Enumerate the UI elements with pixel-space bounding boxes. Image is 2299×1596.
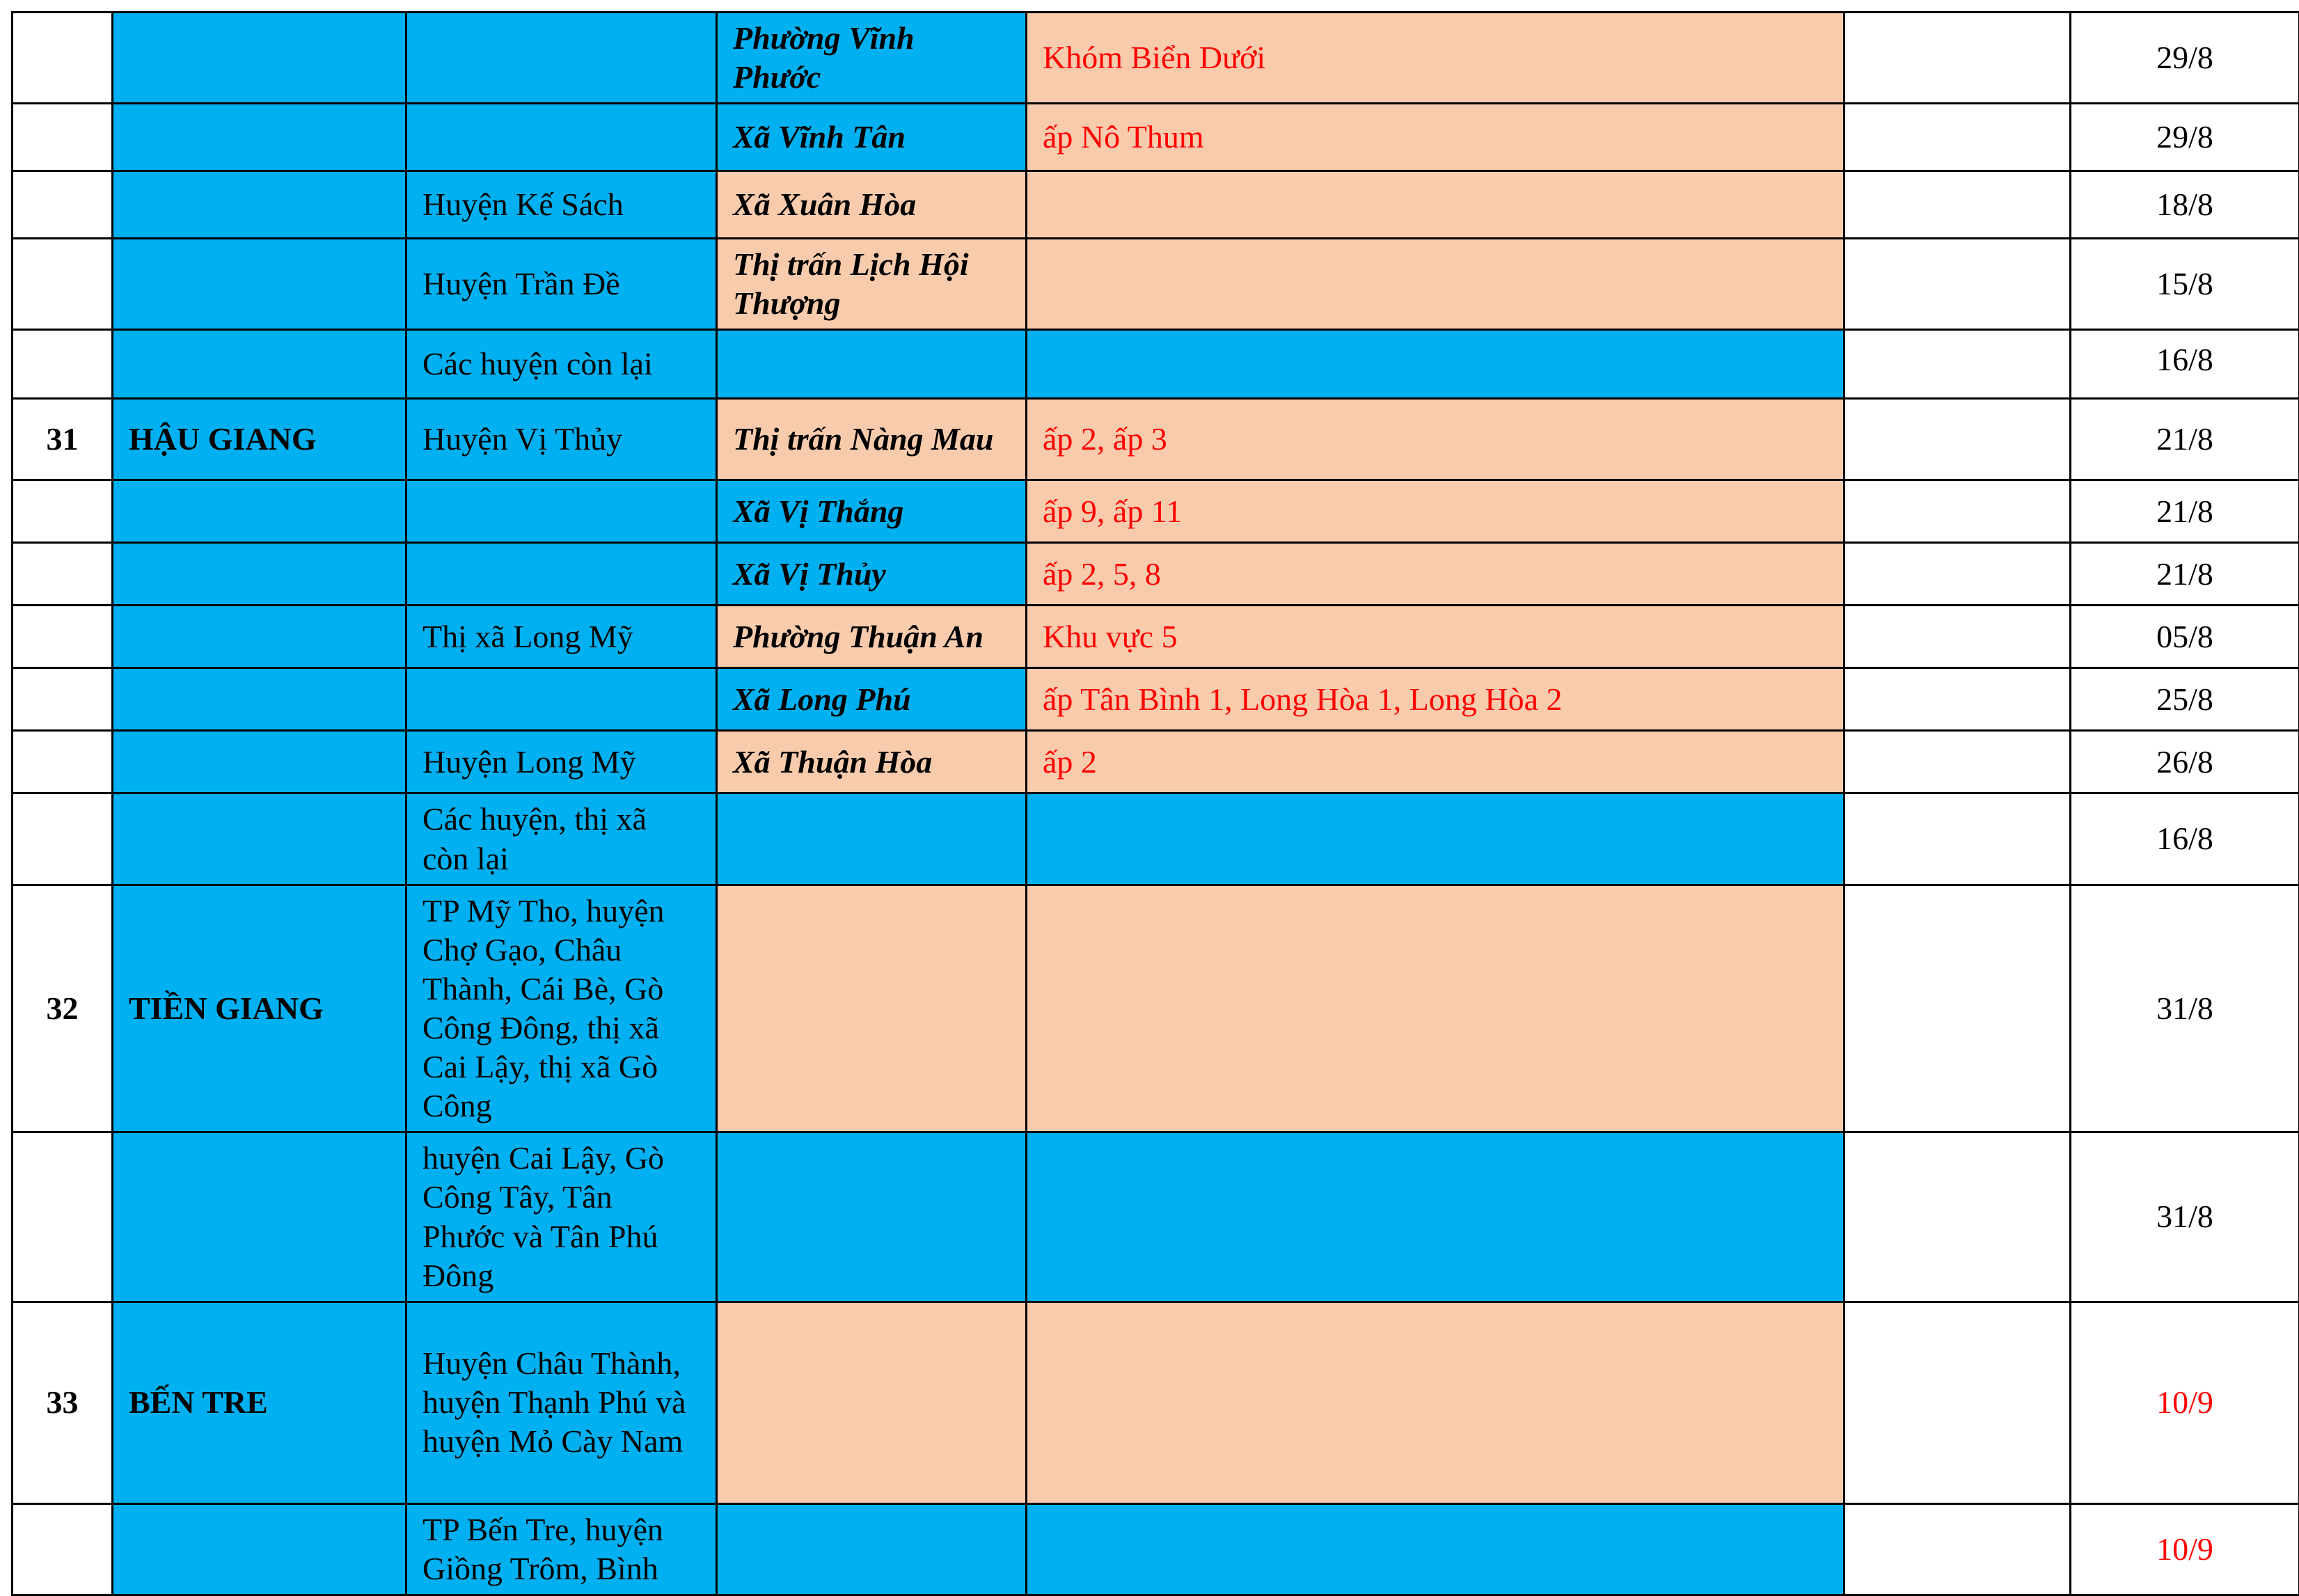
date-cell: 05/8 — [2071, 606, 2299, 668]
note-cell — [1844, 480, 2071, 543]
district-cell: TP Mỹ Tho, huyện Chợ Gạo, Châu Thành, Cái Bè, Gò Công Đông, thị xã Cai Lậy, thị xã Gò Công — [406, 885, 717, 1132]
note-cell — [1844, 104, 2071, 171]
date-cell: 15/8 — [2071, 239, 2299, 330]
province-cell — [113, 731, 406, 793]
date-cell: 21/8 — [2071, 480, 2299, 543]
ward-cell: Xã Xuân Hòa — [717, 171, 1027, 239]
table-row — [13, 1302, 2299, 1503]
table-row — [13, 668, 2299, 731]
table-row — [13, 1503, 2299, 1595]
hamlet-cell: ấp 2, 5, 8 — [1027, 543, 1844, 606]
table-row — [13, 13, 2299, 104]
district-cell — [406, 480, 717, 543]
hamlet-cell — [1027, 330, 1844, 399]
note-cell — [1844, 731, 2071, 793]
ward-cell: Xã Vĩnh Tân — [717, 104, 1027, 171]
ward-cell: Thị trấn Nàng Mau — [717, 399, 1027, 480]
stt-cell — [13, 606, 113, 668]
ward-cell — [717, 330, 1027, 399]
district-cell: Các huyện, thị xã còn lại — [406, 793, 717, 885]
date-cell: 10/9 — [2071, 1503, 2299, 1595]
hamlet-cell — [1027, 171, 1844, 239]
table-row — [13, 104, 2299, 171]
hamlet-cell: ấp Tân Bình 1, Long Hòa 1, Long Hòa 2 — [1027, 668, 1844, 731]
note-cell — [1844, 239, 2071, 330]
province-cell: BẾN TRE — [113, 1302, 406, 1503]
date-cell: 18/8 — [2071, 171, 2299, 239]
table-row — [13, 399, 2299, 480]
hamlet-cell: ấp 9, ấp 11 — [1027, 480, 1844, 543]
date-cell: 21/8 — [2071, 543, 2299, 606]
province-cell: HẬU GIANG — [113, 399, 406, 480]
schedule-table — [11, 11, 2299, 1596]
note-cell — [1844, 1503, 2071, 1595]
district-cell: Huyện Long Mỹ — [406, 731, 717, 793]
note-cell — [1844, 13, 2071, 104]
hamlet-cell — [1027, 1503, 1844, 1595]
table-row — [13, 731, 2299, 793]
date-cell: 29/8 — [2071, 13, 2299, 104]
hamlet-cell: ấp 2, ấp 3 — [1027, 399, 1844, 480]
stt-cell — [13, 1132, 113, 1302]
district-cell — [406, 668, 717, 731]
stt-cell — [13, 330, 113, 399]
hamlet-cell: ấp 2 — [1027, 731, 1844, 793]
note-cell — [1844, 543, 2071, 606]
ward-cell — [717, 793, 1027, 885]
province-cell: TIỀN GIANG — [113, 885, 406, 1132]
table-row — [13, 793, 2299, 885]
note-cell — [1844, 1302, 2071, 1503]
province-cell — [113, 793, 406, 885]
district-cell — [406, 13, 717, 104]
stt-cell — [13, 239, 113, 330]
hamlet-cell — [1027, 1302, 1844, 1503]
district-cell: huyện Cai Lậy, Gò Công Tây, Tân Phước và Tân Phú Đông — [406, 1132, 717, 1302]
district-cell: Huyện Kế Sách — [406, 171, 717, 239]
province-cell — [113, 330, 406, 399]
province-cell — [113, 239, 406, 330]
stt-cell: 33 — [13, 1302, 113, 1503]
note-cell — [1844, 399, 2071, 480]
province-cell — [113, 171, 406, 239]
district-cell: Huyện Vị Thủy — [406, 399, 717, 480]
stt-cell — [13, 171, 113, 239]
district-cell: Các huyện còn lại — [406, 330, 717, 399]
note-cell — [1844, 330, 2071, 399]
table-row — [13, 330, 2299, 399]
stt-cell — [13, 480, 113, 543]
table-row — [13, 606, 2299, 668]
ward-cell: Xã Long Phú — [717, 668, 1027, 731]
hamlet-cell: Khóm Biển Dưới — [1027, 13, 1844, 104]
ward-cell — [717, 1503, 1027, 1595]
ward-cell — [717, 1132, 1027, 1302]
note-cell — [1844, 1132, 2071, 1302]
note-cell — [1844, 793, 2071, 885]
ward-cell: Xã Thuận Hòa — [717, 731, 1027, 793]
district-cell: TP Bến Tre, huyện Giồng Trôm, Bình — [406, 1503, 717, 1595]
date-cell: 26/8 — [2071, 731, 2299, 793]
ward-cell: Phường Vĩnh Phước — [717, 13, 1027, 104]
hamlet-cell — [1027, 793, 1844, 885]
district-cell: Huyện Trần Đề — [406, 239, 717, 330]
note-cell — [1844, 606, 2071, 668]
hamlet-cell — [1027, 1132, 1844, 1302]
hamlet-cell — [1027, 239, 1844, 330]
date-cell: 31/8 — [2071, 1132, 2299, 1302]
hamlet-cell — [1027, 885, 1844, 1132]
stt-cell: 32 — [13, 885, 113, 1132]
table-row — [13, 885, 2299, 1132]
district-cell — [406, 543, 717, 606]
stt-cell — [13, 13, 113, 104]
table-row — [13, 480, 2299, 543]
hamlet-cell: Khu vực 5 — [1027, 606, 1844, 668]
date-cell: 10/9 — [2071, 1302, 2299, 1503]
province-cell — [113, 543, 406, 606]
date-cell: 21/8 — [2071, 399, 2299, 480]
table-row — [13, 239, 2299, 330]
date-cell: 25/8 — [2071, 668, 2299, 731]
district-cell: Huyện Châu Thành, huyện Thạnh Phú và huyện Mỏ Cày Nam — [406, 1302, 717, 1503]
stt-cell — [13, 731, 113, 793]
district-cell — [406, 104, 717, 171]
ward-cell: Xã Vị Thắng — [717, 480, 1027, 543]
note-cell — [1844, 668, 2071, 731]
province-cell — [113, 104, 406, 171]
stt-cell — [13, 1503, 113, 1595]
hamlet-cell: ấp Nô Thum — [1027, 104, 1844, 171]
province-cell — [113, 480, 406, 543]
province-cell — [113, 1503, 406, 1595]
province-cell — [113, 668, 406, 731]
note-cell — [1844, 885, 2071, 1132]
stt-cell — [13, 793, 113, 885]
province-cell — [113, 1132, 406, 1302]
date-cell: 29/8 — [2071, 104, 2299, 171]
ward-cell — [717, 885, 1027, 1132]
date-cell: 16/8 — [2071, 793, 2299, 885]
stt-cell: 31 — [13, 399, 113, 480]
ward-cell — [717, 1302, 1027, 1503]
stt-cell — [13, 543, 113, 606]
province-cell — [113, 606, 406, 668]
district-cell: Thị xã Long Mỹ — [406, 606, 717, 668]
ward-cell: Xã Vị Thủy — [717, 543, 1027, 606]
table-row — [13, 543, 2299, 606]
table-row — [13, 171, 2299, 239]
ward-cell: Phường Thuận An — [717, 606, 1027, 668]
date-cell: 16/8 — [2071, 330, 2299, 399]
ward-cell: Thị trấn Lịch Hội Thượng — [717, 239, 1027, 330]
note-cell — [1844, 171, 2071, 239]
province-cell — [113, 13, 406, 104]
stt-cell — [13, 668, 113, 731]
date-cell: 31/8 — [2071, 885, 2299, 1132]
stt-cell — [13, 104, 113, 171]
table-row — [13, 1132, 2299, 1302]
